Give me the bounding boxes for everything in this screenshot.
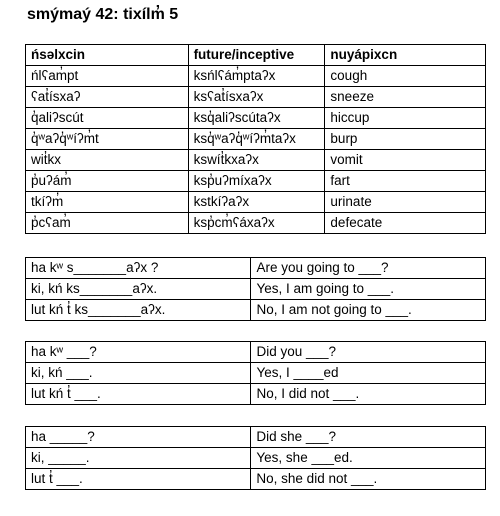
column-header-future-inceptive: future/inceptive	[188, 45, 325, 66]
table-cell: ha kʷ s_______aʔx ?	[26, 258, 251, 279]
table-cell: fart	[325, 171, 486, 192]
table-cell: Yes, I ____ed	[251, 363, 486, 384]
table-cell: Yes, she ___ed.	[251, 448, 486, 469]
table-cell: ksq̓aliʔscútaʔx	[188, 108, 325, 129]
table-cell: lut kń t̓ ___.	[26, 384, 251, 405]
table-cell: kswít̓kxaʔx	[188, 150, 325, 171]
table-row	[26, 150, 486, 171]
table-cell: No, I did not ___.	[251, 384, 486, 405]
table-cell: ki, kń ks_______aʔx.	[26, 279, 251, 300]
table-cell: sneeze	[325, 87, 486, 108]
table-cell: No, I am not going to ___.	[251, 300, 486, 321]
table-row	[26, 384, 486, 405]
table-cell: lut t̓ ___.	[26, 469, 251, 490]
table-cell: ksńlʕám̓ptaʔx	[188, 66, 325, 87]
table-cell: wit̓kx	[26, 150, 189, 171]
table-cell: lut kń t̓ ks_______aʔx.	[26, 300, 251, 321]
table-cell: Are you going to ___?	[251, 258, 486, 279]
table-cell: ʕat̓ísxaʔ	[26, 87, 189, 108]
table-cell: ńlʕam̓pt	[26, 66, 189, 87]
table-row	[26, 213, 486, 234]
table-row	[26, 300, 486, 321]
table-row	[26, 108, 486, 129]
table-row	[26, 87, 486, 108]
table-row	[26, 258, 486, 279]
table-cell: hiccup	[325, 108, 486, 129]
table-cell: ksp̓cm̓ʕáxaʔx	[188, 213, 325, 234]
table-cell: Did she ___?	[251, 427, 486, 448]
table-cell: kstkíʔaʔx	[188, 192, 325, 213]
table-cell: ksq̓ʷaʔq̓ʷíʔm̓taʔx	[188, 129, 325, 150]
future-question-drill-table	[25, 257, 486, 321]
table-cell: No, she did not ___.	[251, 469, 486, 490]
table-cell: cough	[325, 66, 486, 87]
table-row	[26, 279, 486, 300]
table-cell: ksp̓uʔmíxaʔx	[188, 171, 325, 192]
table-cell: ha _____?	[26, 427, 251, 448]
past-you-drill-table	[25, 341, 486, 405]
table-cell: tkíʔm̓	[26, 192, 189, 213]
table-row	[26, 427, 486, 448]
table-cell: p̓uʔám̓	[26, 171, 189, 192]
table-cell: urinate	[325, 192, 486, 213]
table-row	[26, 66, 486, 87]
column-header-english: nuyápixcn	[325, 45, 486, 66]
table-row	[26, 129, 486, 150]
table-row	[26, 192, 486, 213]
table-cell: p̓cʕam̓	[26, 213, 189, 234]
table-cell: Yes, I am going to ___.	[251, 279, 486, 300]
table-row	[26, 342, 486, 363]
table-cell: defecate	[325, 213, 486, 234]
past-she-drill-table	[25, 426, 486, 490]
table-cell: vomit	[325, 150, 486, 171]
table-row	[26, 448, 486, 469]
table-cell: ksʕat̓ísxaʔx	[188, 87, 325, 108]
table-row	[26, 171, 486, 192]
table-cell: Did you ___?	[251, 342, 486, 363]
page-title: smýmaý 42: tixílm̓ 5	[27, 6, 179, 23]
table-cell: burp	[325, 129, 486, 150]
table-cell: ki, kń ___.	[26, 363, 251, 384]
column-header-nsalxcin: ńsəlxcin	[26, 45, 189, 66]
table-row	[26, 363, 486, 384]
table-header-row	[26, 45, 486, 66]
table-cell: q̓ʷaʔq̓ʷíʔm̓t	[26, 129, 189, 150]
table-cell: q̓aliʔscút	[26, 108, 189, 129]
table-cell: ki, _____.	[26, 448, 251, 469]
vocabulary-table	[25, 44, 486, 234]
table-cell: ha kʷ ___?	[26, 342, 251, 363]
table-row	[26, 469, 486, 490]
